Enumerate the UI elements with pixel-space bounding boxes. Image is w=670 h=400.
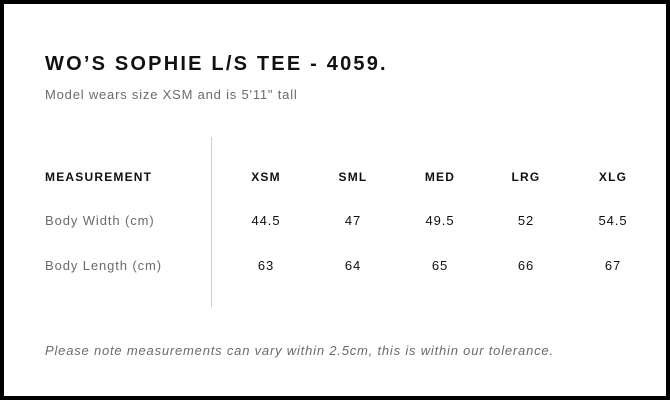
table-cell: 44.5: [251, 213, 281, 228]
table-cell: 64: [344, 258, 362, 273]
table-cell: 65: [431, 258, 449, 273]
table-cell: 67: [604, 258, 622, 273]
tolerance-note: Please note measurements can vary within 2.5cm, this is within our tolerance.: [45, 343, 554, 358]
row-label-body-width: Body Width (cm): [45, 213, 155, 228]
size-chart-card: [4, 4, 666, 396]
table-cell: 52: [517, 213, 535, 228]
table-cell: 49.5: [425, 213, 455, 228]
row-label-body-length: Body Length (cm): [45, 258, 163, 273]
table-cell: 54.5: [598, 213, 628, 228]
table-cell: 47: [344, 213, 362, 228]
size-header-xsm: XSM: [251, 170, 281, 184]
column-divider: [211, 137, 212, 307]
size-header-med: MED: [424, 170, 456, 184]
size-header-lrg: LRG: [511, 170, 541, 184]
table-cell: 63: [257, 258, 275, 273]
size-header-xlg: XLG: [598, 170, 628, 184]
model-size-note: Model wears size XSM and is 5'11" tall: [45, 87, 298, 102]
size-header-sml: SML: [338, 170, 368, 184]
page-title: WO’S SOPHIE L/S TEE - 4059.: [45, 53, 388, 75]
table-cell: 66: [517, 258, 535, 273]
measurement-header: MEASUREMENT: [45, 170, 153, 184]
